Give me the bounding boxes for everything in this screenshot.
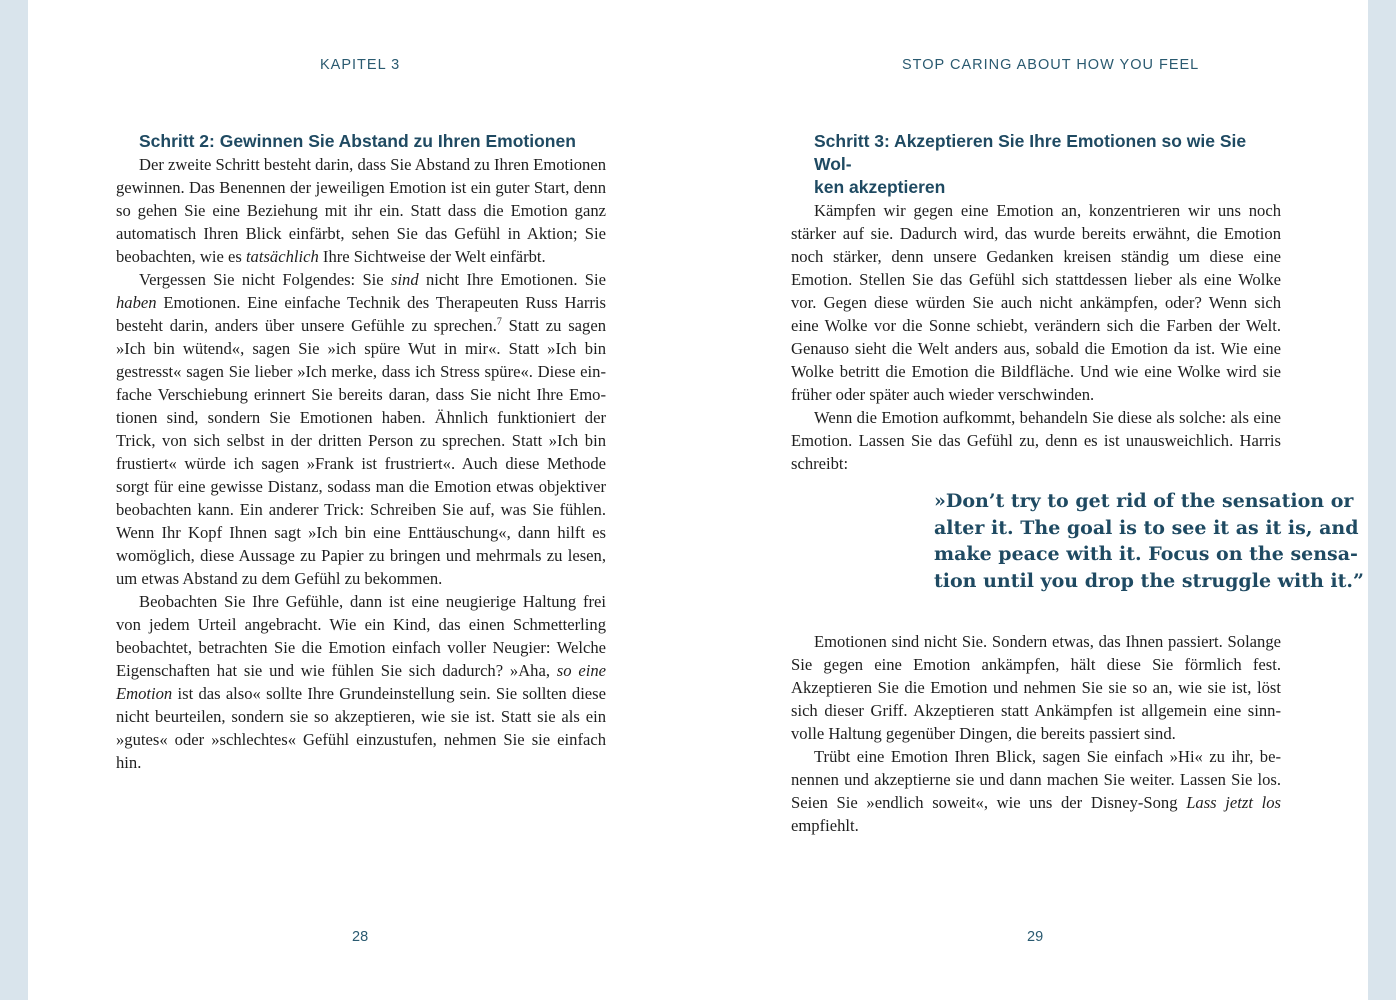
- right-page-body: [791, 130, 1364, 837]
- right-page-header: STOP CARING ABOUT HOW YOU FEEL: [902, 57, 1200, 73]
- paragraph: Beobachten Sie Ihre Gefühle, dann ist eine neugierige Haltung frei von jedem Urteil angebracht. Wie ein Kind, das einen Schmetterling beobachtet, betrachten Sie die Emotion einfach voller Neugier: Welche Eigenschaften hat sie und wie fühlen Sie sich dadurch? »Aha, so eine Emotion ist das also« sollte Ihre Grundeinstellung sein. Sie sollten diese nicht beurteilen, sondern sie so akzeptieren, wie sie ist. Statt sie als ein »gutes« oder »schlechtes« Gefühl einzustufen, nehmen Sie sie einfach hin.: [116, 592, 606, 772]
- left-page-header: KAPITEL 3: [320, 57, 401, 73]
- book-spread: [28, 0, 1368, 1000]
- paragraph: Vergessen Sie nicht Folgendes: Sie sind nicht Ihre Emotionen. Sie haben Emotionen. Eine einfache Technik des Therapeuten Russ Harris besteht darin, anders über unsere Gefühle zu sprechen.$^7$ Statt zu sagen »Ich bin wütend«, sagen Sie »ich spüre Wut in mir«. Statt »Ich bin gestresst« sagen Sie lieber »Ich merke, dass ich Stress spüre«. Diese einfache Verschiebung erinnert Sie bereits daran, dass Sie nicht Ihre Emotionen sind, sondern Sie Emotionen haben. Ähnlich funktioniert der Trick, von sich selbst in der dritten Person zu sprechen. Statt »Ich bin frustiert« würde ich sagen »Frank ist frustriert«. Auch diese Methode sorgt für eine gewisse Distanz, sodass man die Emotion etwas objektiver beobachten kann. Ein anderer Trick: Schreiben Sie auf, was Sie fühlen. Wenn Ihr Kopf Ihnen sagt »Ich bin eine Enttäuschung«, dann hilft es womöglich, diese Aussage zu Papier zu bringen und mehrmals zu lesen, um etwas Abstand zu dem Gefühl zu bekommen.: [116, 270, 606, 588]
- left-page-number: 28: [352, 929, 369, 945]
- quote-line: tion until you drop the struggle with it.”: [934, 569, 1364, 592]
- footnote-marker: 7: [496, 316, 502, 328]
- paragraph: Emotionen sind nicht Sie. Sondern etwas, das Ihnen passiert. Solange Sie gegen eine Emotion ankämpfen, hält diese Sie förmlich fest. Akzeptieren Sie die Emotion und nehmen Sie sie so an, wie sie ist, löst sich dieser Griff. Akzeptieren statt Ankämpfen ist allgemein eine sinnvolle Haltung gegenüber Dingen, die bereits passiert sind.: [791, 632, 1281, 743]
- paragraph: Der zweite Schritt besteht darin, dass Sie Abstand zu Ihren Emotionen gewinnen. Das Benennen der jeweiligen Emotion ist ein guter Start, denn so gehen Sie eine Beziehung mit ihr ein. Statt dass die Emotion ganz automatisch Ihren Blick einfärbt, sehen Sie das Gefühl in Aktion; Sie beobachten, wie es tatsächlich Ihre Sichtweise der Welt einfärbt.: [116, 155, 606, 266]
- right-page-number: 29: [1027, 929, 1044, 945]
- section-heading-step-2: Schritt 2: Gewinnen Sie Abstand zu Ihren Emotionen: [139, 131, 576, 151]
- left-page-body: [116, 130, 606, 774]
- paragraph: Wenn die Emotion aufkommt, behandeln Sie diese als solche: als eine Emotion. Lassen Sie das Gefühl zu, denn es ist unausweichlich. Harris schreibt:: [791, 408, 1281, 473]
- section-heading-step-3: Schritt 3: Akzeptieren Sie Ihre Emotionen so wie Sie Wol- ken akzeptieren: [814, 131, 1247, 197]
- paragraph: Kämpfen wir gegen eine Emotion an, konzentrieren wir uns noch stärker auf sie. Dadurch wird, das wurde bereits erwähnt, die Emotion noch stärker, denn unsere Gedanken kreisen ständig um diese eine Emotion. Stellen Sie das Gefühl sich stattdessen lieber als eine Wolke vor. Gegen diese würden Sie auch nicht ankämpfen, oder? Wenn sich eine Wolke vor die Sonne schiebt, verändern sich die Farben der Welt. Genauso sieht die Welt anders aus, sobald die Emotion da ist. Wie eine Wolke betritt die Emotion die Bildfläche. Und wie eine Wolke wird sie früher oder später auch wieder verschwinden.: [791, 201, 1281, 404]
- block-quote: [934, 488, 1364, 594]
- quote-line: make peace with it. Focus on the sensa-: [934, 543, 1358, 565]
- quote-line: »Don’t try to get rid of the sensation or: [934, 490, 1354, 512]
- paragraph: Trübt eine Emotion Ihren Blick, sagen Sie einfach »Hi« zu ihr, benennen und akzeptierne sie und dann machen Sie weiter. Lassen Sie los. Seien Sie »endlich soweit«, wie uns der Disney-Song Lass jetzt los empfiehlt.: [791, 747, 1281, 835]
- quote-line: alter it. The goal is to see it as it is, and: [934, 516, 1359, 539]
